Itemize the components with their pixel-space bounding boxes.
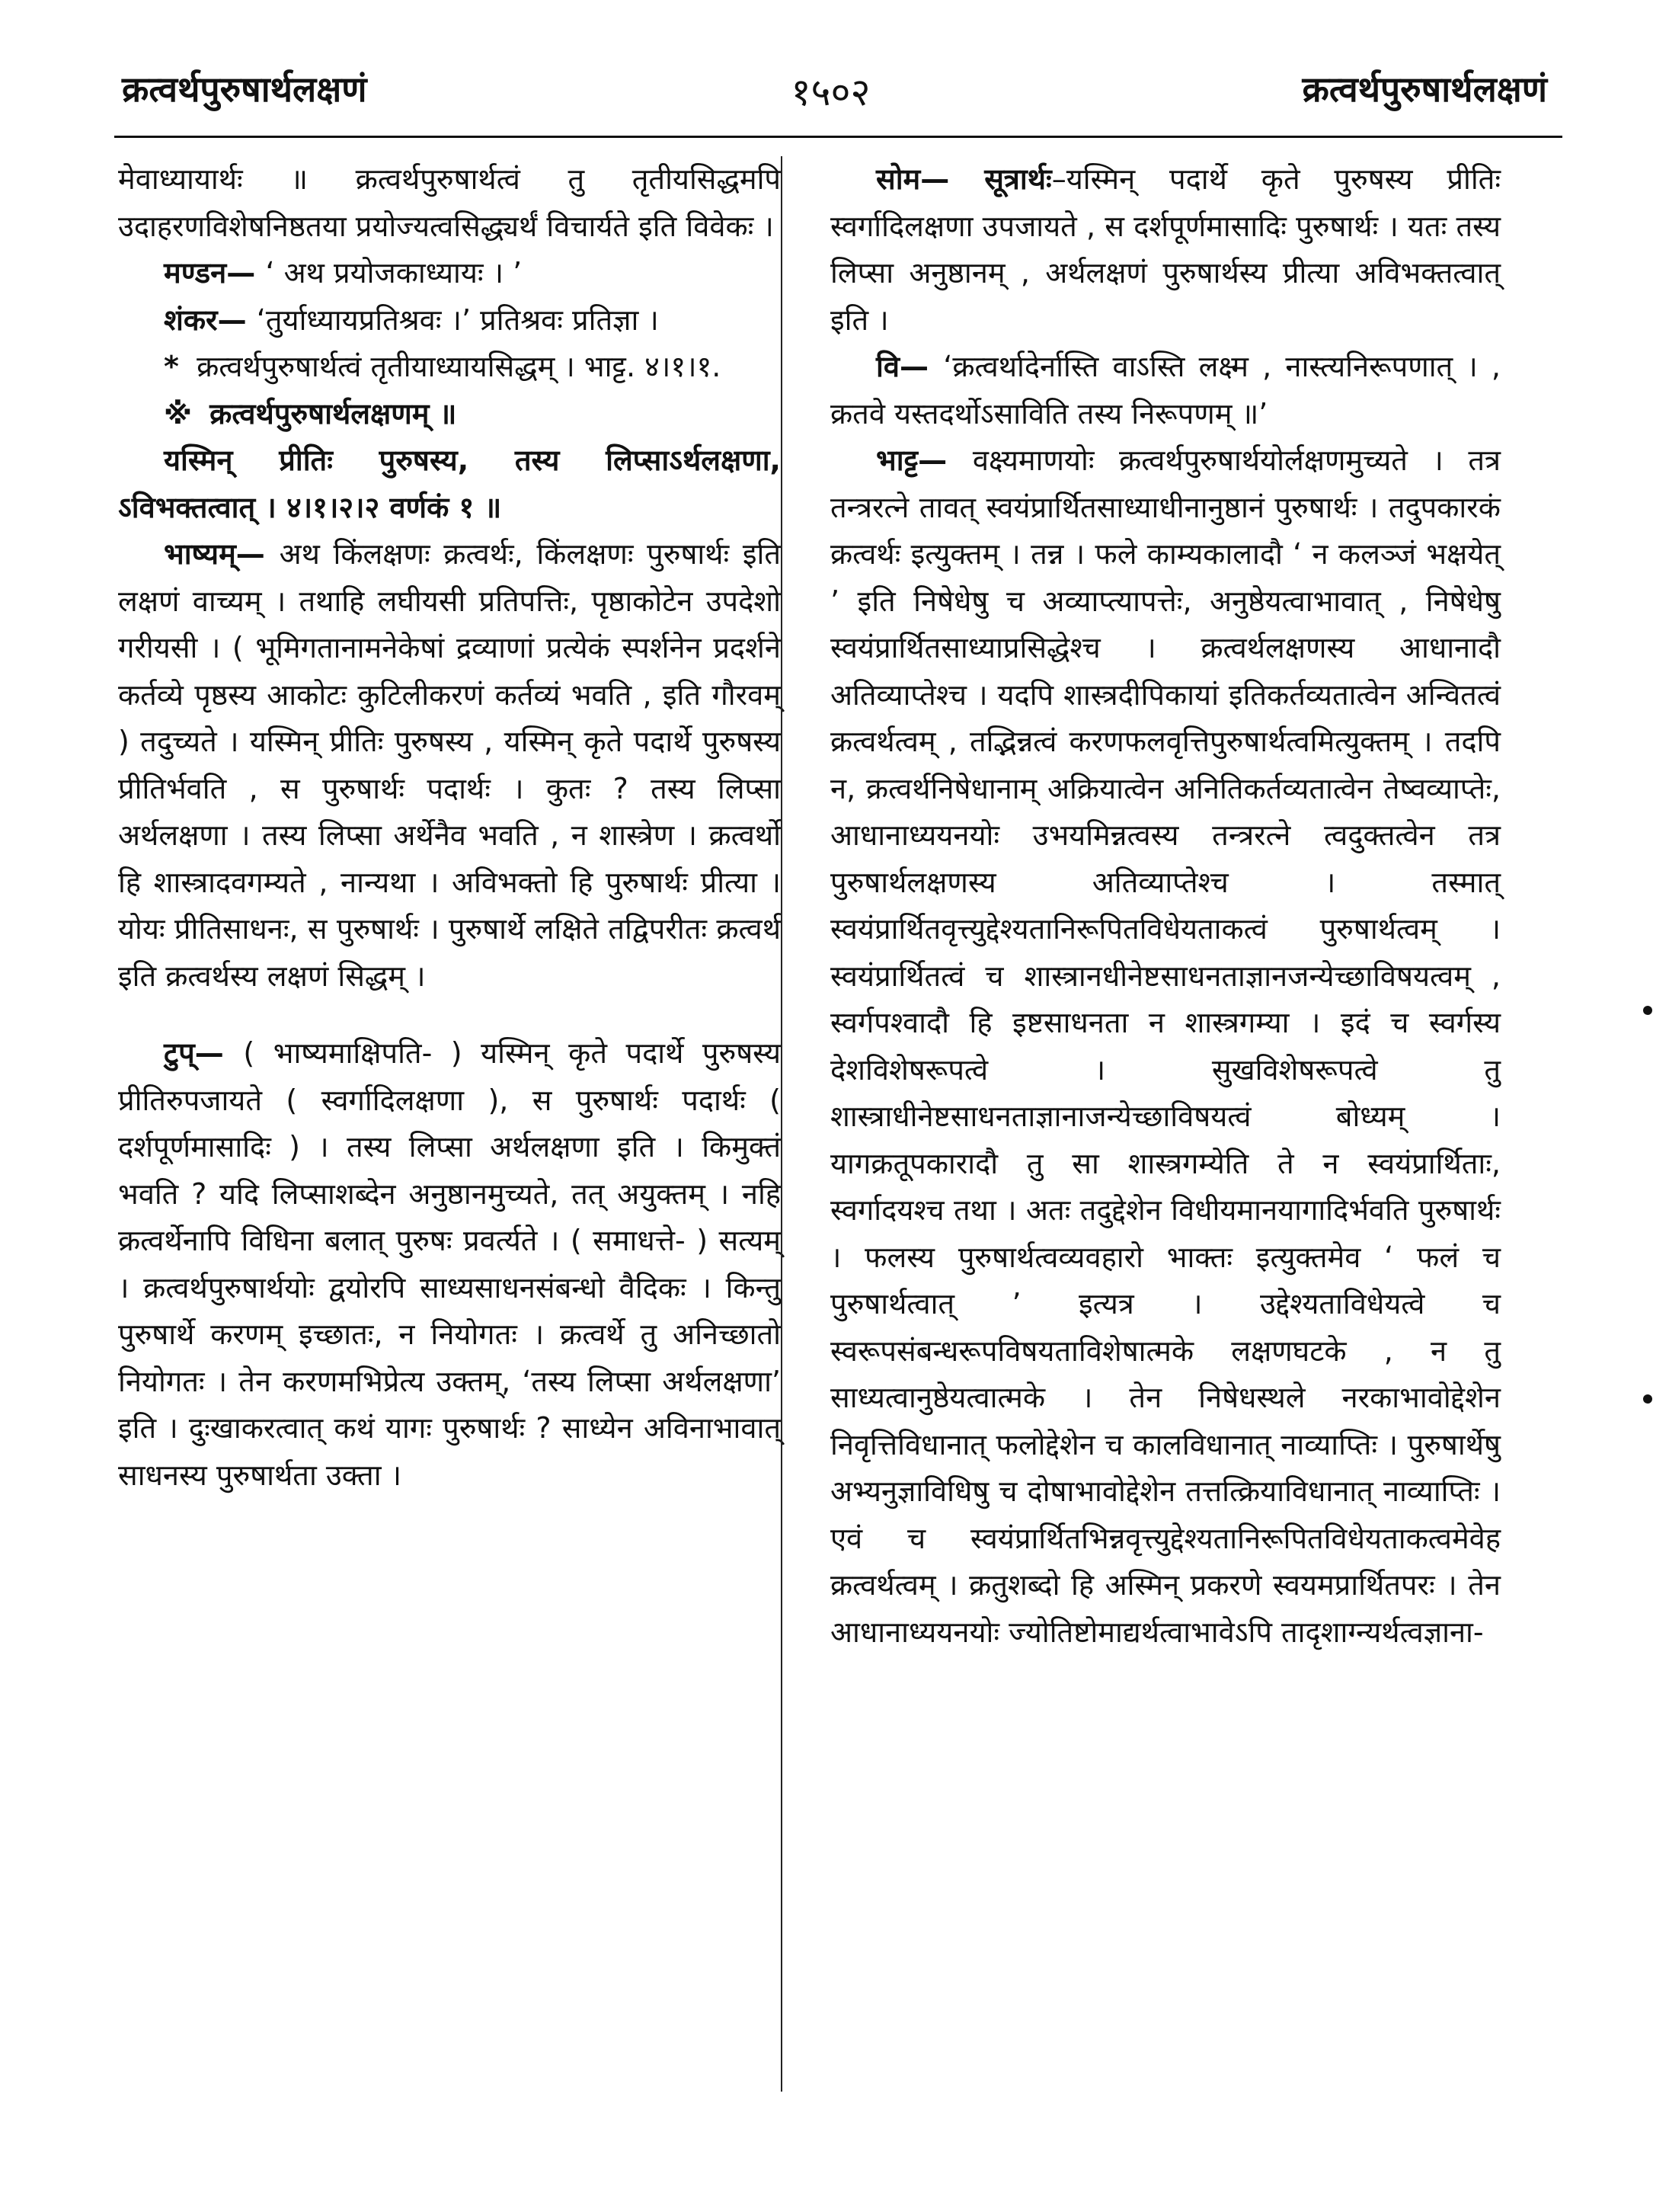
paragraph-text: मेवाध्यायार्थः ॥ क्रत्वर्थपुरुषार्थत्वं तु तृतीयसिद्धमपि उदाहरणविशेषनिष्ठतया प्रयोज्यत्वसिद्ध्यर्थं विचार्यते इति विवेकः । xyxy=(118,162,781,243)
margin-dot-icon xyxy=(1643,1006,1652,1015)
paragraph-text: ( भाष्यमाक्षिपति- ) यस्मिन् कृते पदार्थे पुरुषस्य प्रीतिरुपजायते ( स्वर्गादिलक्षणा ), स पुरुषार्थः पदार्थः ( दर्शपूर्णमासादिः ) । तस्य लिप्सा अर्थलक्षणा इति । किमुक्तं भवति ? यदि लिप्साशब्देन अनुष्ठानमुच्यते, तत् अयुक्तम् । नहि क्रत्वर्थेनापि विधिना बलात् पुरुषः प्रवर्त्यते । ( समाधत्ते- ) सत्यम् । क्रत्वर्थपुरुषार्थयोः द्वयोरपि साध्यसाधनसंबन्धो वैदिकः । किन्तु पुरुषार्थे करणम् इच्छातः, न नियोगतः । क्रत्वर्थे तु अनिच्छातो नियोगतः । तेन करणमभिप्रेत्य उक्तम्, ‘तस्य लिप्सा अर्थलक्षणा’ इति । दुःखाकरत्वात् कथं यागः पुरुषार्थः ? साध्येन अविनाभावात् साधनस्य पुरुषार्थता उक्ता । xyxy=(118,1036,781,1492)
paragraph-label: वि— xyxy=(876,350,944,383)
paragraph xyxy=(118,1030,781,1499)
paragraph-text: ‘तुर्याध्यायप्रतिश्रवः ।’ प्रतिश्रवः प्रतिज्ञा । xyxy=(256,303,659,337)
left-column xyxy=(118,156,781,1499)
margin-dot-icon xyxy=(1643,1394,1652,1404)
paragraph-label: सोम— सूत्रार्थः xyxy=(876,162,1052,196)
paragraph-text: –यस्मिन् पदार्थे कृते पुरुषस्य प्रीतिः स्वर्गादिलक्षणा उपजायते , स दर्शपूर्णमासादिः पुरुषार्थः । यतः तस्य लिप्सा अनुष्ठानम् , अर्थलक्षणं पुरुषार्थस्य प्रीत्या अविभक्तत्वात् इति । xyxy=(830,162,1501,337)
paragraph-text: वक्ष्यमाणयोः क्रत्वर्थपुरुषार्थयोर्लक्षणमुच्यते । तत्र तन्त्ररत्ने तावत् स्वयंप्रार्थितसाध्याधीनानुष्ठानं पुरुषार्थः । तदुपकारकं क्रत्वर्थः इत्युक्तम् । तन्न । फले काम्यकालादौ ‘ न कलञ्जं भक्षयेत् ’ इति निषेधेषु च अव्याप्त्यापत्तेः, अनुष्ठेयत्वाभावात् , निषेधेषु स्वयंप्रार्थितसाध्याप्रसिद्धेश्च । क्रत्वर्थलक्षणस्य आधानादौ अतिव्याप्तेश्च । यदपि शास्त्रदीपिकायां इतिकर्तव्यतात्वेन अन्वितत्वं क्रत्वर्थत्वम् , तद्भिन्नत्वं करणफलवृत्तिपुरुषार्थत्वमित्युक्तम् । तदपि न, क्रत्वर्थनिषेधानाम् अक्रियात्वेन अनितिकर्तव्यतात्वेन तेष्वव्याप्तेः, आधानाध्ययनयोः उभयमिन्नत्वस्य तन्त्ररत्ने त्वदुक्तत्वेन तत्र पुरुषार्थलक्षणस्य अतिव्याप्तेश्च । तस्मात् स्वयंप्रार्थितवृत्त्युद्देश्यतानिरूपितविधेयताकत्वं पुरुषार्थत्वम् । स्वयंप्रार्थितत्वं च शास्त्रानधीनेष्टसाधनताज्ञानजन्येच्छाविषयत्वम् , स्वर्गपश्वादौ हि इष्टसाधनता न शास्त्रगम्या । इदं च स्वर्गस्य देशविशेषरूपत्वे । सुखविशेषरूपत्वे तु शास्त्राधीनेष्टसाधनताज्ञानाजन्येच्छाविषयत्वं बोध्यम् । यागक्रतूपकारादौ तु सा शास्त्रगम्येति ते न स्वयंप्रार्थिताः, स्वर्गादयश्च तथा । अतः तदुद्देशेन विधीयमानयागादिर्भवति पुरुषार्थः । फलस्य पुरुषार्थत्वव्यवहारो भाक्तः इत्युक्तमेव ‘ फलं च पुरुषार्थत्वात् ’ इत्यत्र । उद्देश्यताविधेयत्वे च स्वरूपसंबन्धरूपविषयताविशेषात्मके लक्षणघटके , न तु साध्यत्वानुष्ठेयत्वात्मके । तेन निषेधस्थले नरकाभावोद्देशेन निवृत्तिविधानात् फलोद्देशेन च कालविधानात् नाव्याप्तिः । पुरुषार्थेषु अभ्यनुज्ञाविधिषु च दोषाभावोद्देशेन तत्तत्क्रियाविधानात् नाव्याप्तिः । एवं च स्वयंप्रार्थितभिन्नवृत्त्युद्देश्यतानिरूपितविधेयताकत्वमेवेह क्रत्वर्थत्वम् । क्रतुशब्दो हि अस्मिन् प्रकरणे स्वयमप्रार्थितपरः । तेन आधानाध्ययनयोः ज्योतिष्टोमाद्यर्थत्वाभावेऽपि तादृशाग्न्यर्थत्वज्ञाना- xyxy=(830,443,1501,1649)
paragraph xyxy=(118,250,781,297)
paragraph-label: शंकर— xyxy=(164,303,257,337)
paragraph-text: ‘क्रत्वर्थादेर्नास्ति वाऽस्ति लक्ष्म , नास्त्यनिरूपणात् । , क्रतवे यस्तदर्थोऽसाविति तस्य निरूपणम् ॥’ xyxy=(830,350,1501,431)
paragraph xyxy=(118,297,781,344)
header-title-right: क्रत्वर्थपुरुषार्थलक्षणं xyxy=(1302,69,1547,110)
paragraph-text: यस्मिन् प्रीतिः पुरुषस्य, तस्य लिप्साऽर्थलक्षणा, ऽविभक्तत्वात् । ४।१।२।२ वर्णकं १ ॥ xyxy=(118,443,781,524)
paragraph-label: भाट्ट— xyxy=(876,443,973,477)
header-title-left: क्रत्वर्थपुरुषार्थलक्षणं xyxy=(122,69,367,110)
paragraph xyxy=(830,344,1501,437)
paragraph-label: मण्डन— xyxy=(164,256,266,290)
asterisk-mark: * xyxy=(164,350,190,383)
paragraph-label: भाष्यम्— xyxy=(164,537,280,571)
right-column xyxy=(830,156,1501,1656)
paragraph xyxy=(118,156,781,250)
paragraph xyxy=(830,156,1501,344)
sutra-text xyxy=(118,437,781,531)
paragraph-text: अथ किंलक्षणः क्रत्वर्थः, किंलक्षणः पुरुषार्थः इति लक्षणं वाच्यम् । तथाहि लघीयसी प्रतिपत्तिः, पृष्ठाकोटेन उपदेशो गरीयसी । ( भूमिगतानामनेकेषां द्रव्याणां प्रत्येकं स्पर्शनेन प्रदर्शने कर्तव्ये पृष्ठस्य आकोटः कुटिलीकरणं कर्तव्यं भवति , इति गौरवम् ) तदुच्यते । यस्मिन् प्रीतिः पुरुषस्य , यस्मिन् कृते पदार्थे पुरुषस्य प्रीतिर्भवति , स पुरुषार्थः पदार्थः । कुतः ? तस्य लिप्सा अर्थलक्षणा । तस्य लिप्सा अर्थेनैव भवति , न शास्त्रेण । क्रत्वर्थो हि शास्त्रादवगम्यते , नान्यथा । अविभक्तो हि पुरुषार्थः प्रीत्या । योयः प्रीतिसाधनः, स पुरुषार्थः । पुरुषार्थे लक्षिते तद्विपरीतः क्रत्वर्थ इति क्रत्वर्थस्य लक्षणं सिद्धम् । xyxy=(118,537,781,993)
section-title: क्रत्वर्थपुरुषार्थलक्षणम् ॥ xyxy=(209,396,457,431)
paragraph xyxy=(118,344,781,391)
paragraph-text: क्रत्वर्थपुरुषार्थत्वं तृतीयाध्यायसिद्धम् । भाट्ट. ४।१।१. xyxy=(197,350,721,383)
paragraph-text: ‘ अथ प्रयोजकाध्यायः । ’ xyxy=(265,256,523,290)
paragraph xyxy=(830,437,1501,1656)
header-rule xyxy=(114,136,1562,138)
section-heading xyxy=(118,391,781,438)
paragraph xyxy=(118,531,781,1000)
section-mark-icon: ※ xyxy=(164,396,203,431)
running-header xyxy=(114,65,1547,126)
column-divider xyxy=(781,156,782,2092)
page-number: १५०२ xyxy=(791,70,871,114)
paragraph-label: टुप्— xyxy=(164,1036,244,1070)
